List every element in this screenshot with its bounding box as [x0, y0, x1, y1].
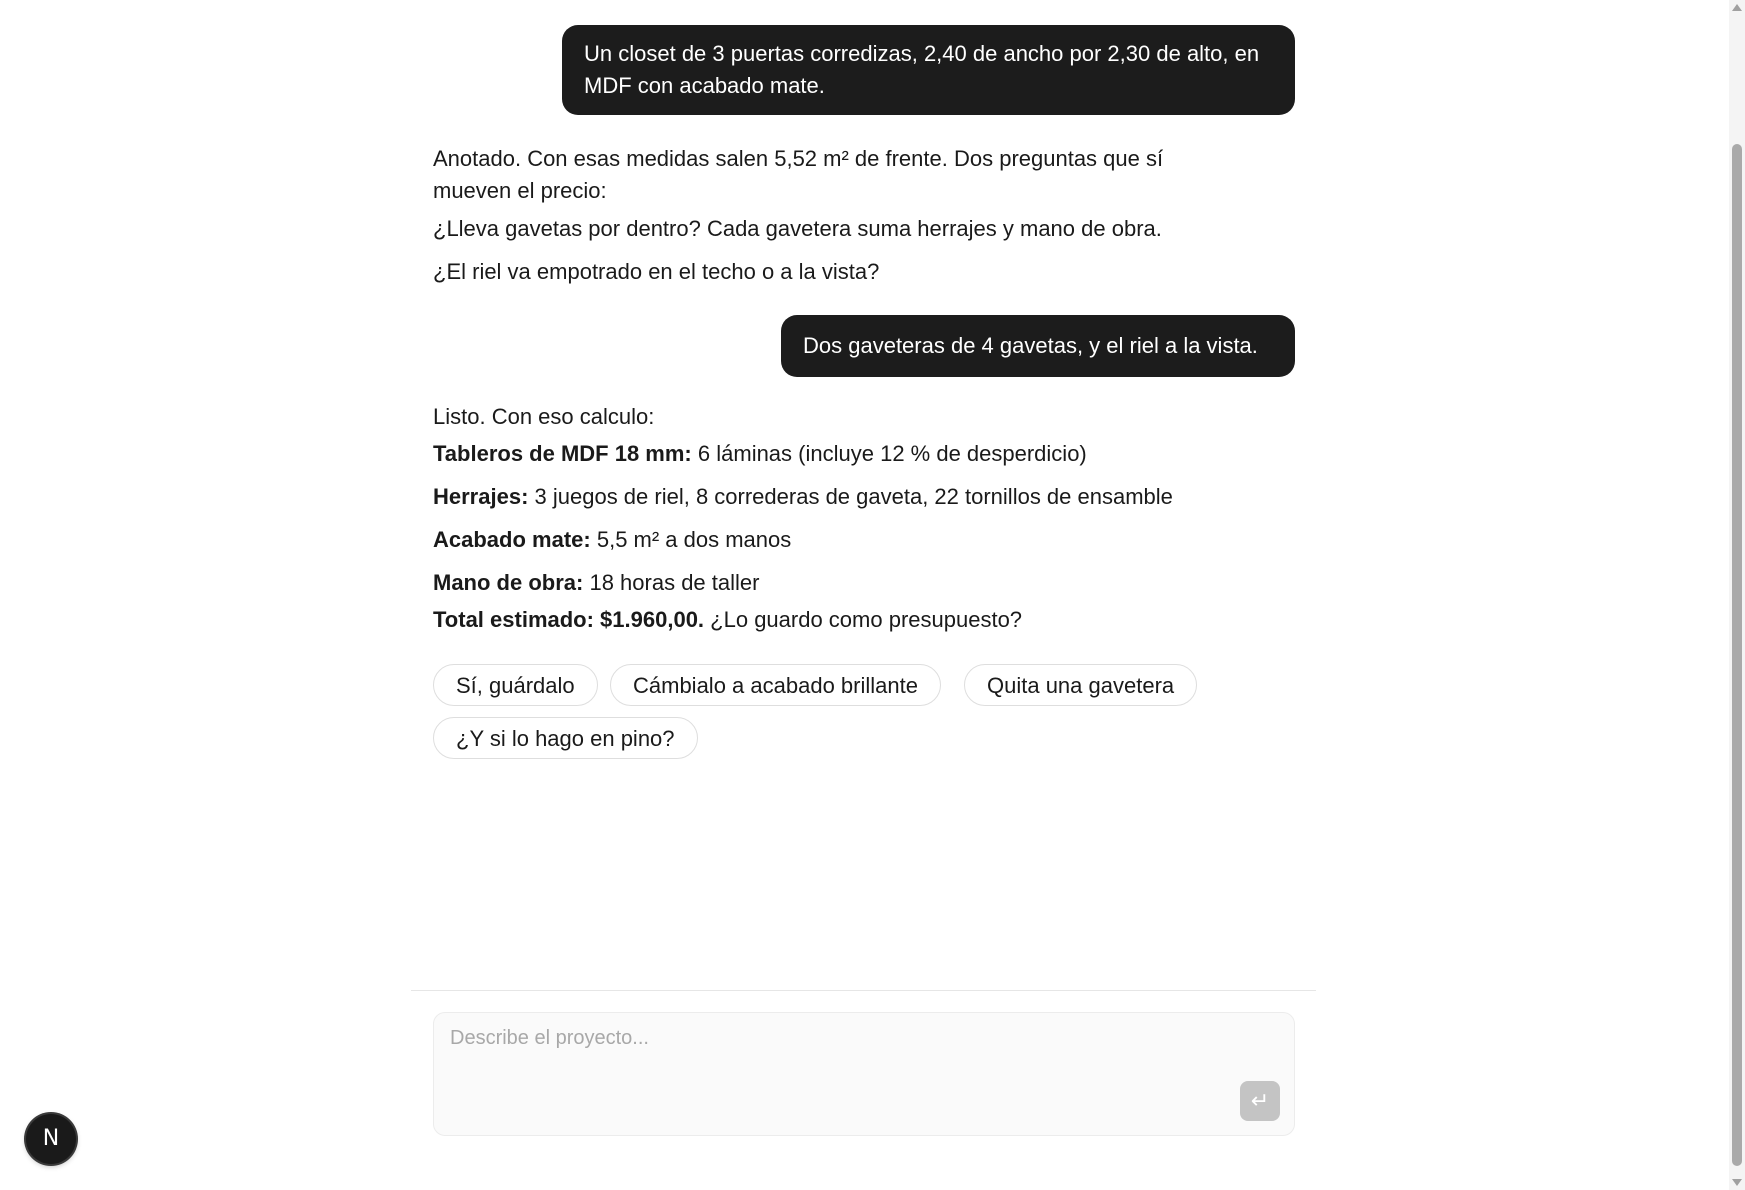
vertical-scrollbar[interactable] — [1729, 0, 1745, 1190]
send-button[interactable] — [1240, 1081, 1280, 1121]
assistant-intro: Listo. Con eso calculo: — [433, 404, 655, 429]
suggestion-chip-glossy-finish[interactable]: Cámbialo a acabado brillante — [610, 664, 941, 706]
estimate-line — [433, 524, 1293, 556]
estimate-value: 18 horas de taller — [589, 570, 760, 595]
scroll-down-arrow-icon[interactable] — [1732, 1179, 1742, 1186]
assistant-message — [433, 401, 1293, 647]
suggestion-chip-save[interactable]: Sí, guárdalo — [433, 664, 598, 706]
estimate-value: 3 juegos de riel, 8 correderas de gaveta, 22 tornillos de ensamble — [534, 484, 1173, 509]
estimate-label: Mano de obra: — [433, 570, 584, 595]
app-badge-label: N — [42, 1126, 60, 1151]
estimate-value: 6 láminas (incluye 12 % de desperdicio) — [697, 441, 1087, 466]
user-message: Dos gaveteras de 4 gavetas, y el riel a la vista. — [781, 315, 1295, 377]
estimate-label: Acabado mate: — [433, 527, 591, 552]
estimate-total-question: ¿Lo guardo como presupuesto? — [710, 607, 1023, 632]
estimate-line — [433, 567, 1293, 599]
message-input[interactable] — [448, 1025, 1232, 1119]
estimate-value: 5,5 m² a dos manos — [596, 527, 792, 552]
estimate-total: Total estimado: $1.960,00. — [433, 607, 705, 632]
assistant-message — [433, 143, 1233, 288]
scrollbar-thumb[interactable] — [1732, 144, 1742, 1166]
assistant-question: ¿El riel va empotrado en el techo o a la vista? — [433, 259, 880, 284]
estimate-label: Herrajes: — [433, 484, 529, 509]
scroll-up-arrow-icon[interactable] — [1732, 4, 1742, 11]
enter-icon: ↵ — [1250, 1088, 1270, 1113]
assistant-intro: Anotado. Con esas medidas salen 5,52 m² de frente. Dos preguntas que sí mueven el precio: — [433, 146, 1164, 203]
estimate-label: Tableros de MDF 18 mm: — [433, 441, 692, 466]
message-composer — [433, 1012, 1295, 1136]
estimate-line — [433, 438, 1293, 470]
user-message: Un closet de 3 puertas corredizas, 2,40 de ancho por 2,30 de alto, en MDF con acabado mate. — [562, 25, 1295, 115]
assistant-question: ¿Lleva gavetas por dentro? Cada gavetera suma herrajes y mano de obra. — [433, 216, 1162, 241]
app-badge-button[interactable] — [26, 1114, 76, 1164]
composer-divider — [411, 990, 1316, 991]
suggestion-chip-remove-drawer-unit[interactable]: Quita una gavetera — [964, 664, 1197, 706]
estimate-total-line — [433, 604, 1293, 636]
estimate-line — [433, 481, 1293, 513]
suggestion-chip-pine[interactable]: ¿Y si lo hago en pino? — [433, 717, 698, 759]
